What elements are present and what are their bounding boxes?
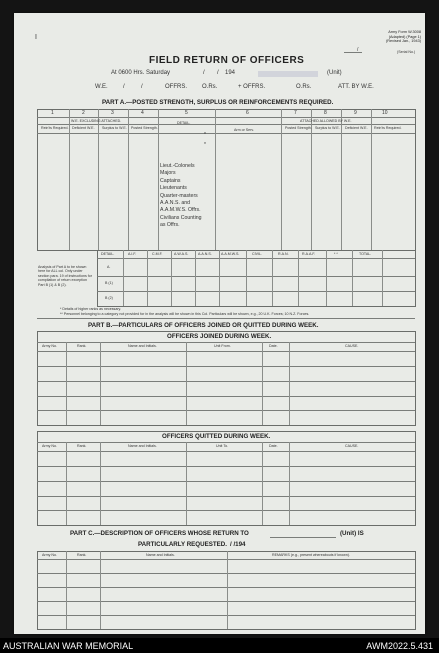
time-day-label: At 0600 Hrs. Saturday [111,70,171,76]
part-c-col-header: Name and Initials. [146,553,175,557]
col-header: Rein'ts Required. [41,126,69,130]
detail-header: DETAIL. [177,121,191,125]
analysis-row-label: B (2) [105,296,113,300]
stamp-smudge [258,71,318,77]
col-number: 3 [111,110,114,116]
form-title: FIELD RETURN OF OFFICERS [149,55,305,66]
analysis-col-header: C.M.F. [152,252,163,256]
joined-col-header: Army No. [42,344,57,348]
asterisk-mark: * [204,132,206,138]
part-c-title: PART C.—DESCRIPTION OF OFFICERS WHOSE RETURN TO [70,530,249,537]
col-number: 7 [294,110,297,116]
quitted-col-header: CAUSE. [345,444,359,448]
slash: / [141,84,143,90]
att-label: ATT. BY W.E. [338,84,374,90]
form-page [14,13,425,634]
rank-item: Majors [160,170,176,177]
serial-label: (Serial No.) [397,50,416,54]
joined-col-header: Date. [269,344,278,348]
plus-offrs-label: + OFFRS. [238,84,266,90]
analysis-col-header: A.W.A.S. [174,252,189,256]
col-number: 2 [82,110,85,116]
analysis-col-header: TOTAL. [359,252,372,256]
rank-item: A.A.M.W.S. Offrs. [160,207,201,214]
col-number: 8 [324,110,327,116]
joined-col-header: Unit From. [214,344,231,348]
col-header: Surplus to W.E. [102,126,127,130]
rank-item: Lieut.-Colonels [160,163,195,169]
col-header: Posted Strength. [131,126,158,130]
part-c-col-header: REMARKS (e.g., present whereabouts if known). [272,553,350,557]
quitted-title: OFFICERS QUITTED DURING WEEK. [162,433,271,440]
part-a-table [37,109,416,251]
col-number: 4 [141,110,144,116]
form-reference [385,30,421,44]
analysis-note: Analysis of Part A to be shown here for ALL col. Only under section para. 19 of instructions for compilation of return exception Part B (1) & B (2). [38,265,92,287]
col-header: Deficient W.E. [72,126,95,130]
part-c-col-header: Rank. [77,553,87,557]
joined-col-header: Rank. [77,344,87,348]
we-group-header: W.E. EXCLUDING ATTACHED. [71,119,122,123]
quitted-col-header: Name and Initials. [128,444,157,448]
slash: / [203,70,205,76]
col-header: Deficient W.E. [345,126,368,130]
form-ref-line: Army Form W.3008 [388,30,421,34]
analysis-row-label: B (1) [105,281,113,285]
joined-col-header: Name and Initials. [128,344,157,348]
part-c-col-header: Army No. [42,553,57,557]
analysis-col-header: DETAIL. [101,252,115,256]
margin-mark: I [35,34,37,41]
rank-item: Lieutenants [160,185,187,192]
footnote: * Details of higher ranks as necessary. [60,307,122,311]
analysis-col-header: A.I.F. [128,252,137,256]
slash: / [123,84,125,90]
form-ref-line: (Adapted) (Page 1) [388,34,421,39]
quitted-col-header: Army No. [42,444,57,448]
part-c-unit: (Unit) IS [340,530,364,537]
quitted-col-header: Unit To. [216,444,229,448]
analysis-col-header: CIVIL. [252,252,262,256]
rank-item: as Offrs. [160,222,180,229]
analysis-col-header: R.A.N. [278,252,289,256]
footnote: ** Personnel belonging to a category not provided for in the analysis will be shown in this Col. Particulars will be shown, e.g., 20 U.K. Forces; 10 N.Z. Forces. [60,312,310,316]
offrs-label: OFFRS. [165,84,187,90]
footer-institution: AUSTRALIAN WAR MEMORIAL [3,641,134,651]
part-a-title: PART A.—POSTED STRENGTH, SURPLUS OR REINFORCEMENTS REQUIRED. [102,99,334,106]
col-number: 5 [185,110,188,116]
analysis-col-header: * * [334,252,338,256]
footer-accession-number: AWM2022.5.431 [366,641,433,651]
analysis-col-header: R.A.A.F. [302,252,316,256]
quitted-col-header: Rank. [77,444,87,448]
col-number: 6 [246,110,249,116]
analysis-col-header: A.A.M.W.S. [221,252,240,256]
analysis-col-header: A.A.N.S. [198,252,212,256]
ranks-list [160,163,202,230]
rank-item: Quarter-masters [160,192,198,199]
col-number: 9 [354,110,357,116]
joined-title: OFFICERS JOINED DURING WEEK. [167,333,272,340]
col-header: Arm or Serv. [234,128,254,132]
part-c-subtitle: PARTICULARLY REQUESTED. [138,541,227,548]
analysis-row-label: A. [107,265,111,269]
unit-label: (Unit) [327,70,342,76]
form-ref-line: (Revised Jan., 1943) [385,39,421,44]
col-number: 10 [382,110,388,116]
year-label: 194 [225,70,236,76]
quitted-col-header: Date. [269,444,278,448]
date-slash: / [357,47,359,53]
attached-group-header: ATTACHED ALLOWED BY W.E. [300,119,352,123]
joined-col-header: CAUSE. [345,344,359,348]
rank-item: Captains [160,177,181,184]
col-number: 1 [51,110,54,116]
we-label: W.E. [95,84,108,90]
rank-item: A.A.N.S. and [160,200,190,207]
col-header: Rein'ts Required. [374,126,402,130]
col-header: Posted Strength. [285,126,312,130]
archive-footer [0,638,439,653]
ors-label: O.Rs. [296,84,312,90]
part-c-date: / /194 [230,541,246,548]
ors-label: O.Rs. [202,84,218,90]
asterisk-mark: * [204,142,206,148]
rank-item: Civilians Counting [160,214,202,221]
col-header: Surplus to W.E. [315,126,340,130]
part-b-title: PART B.—PARTICULARS OF OFFICERS JOINED OR QUITTED DURING WEEK. [88,322,319,329]
slash: / [217,70,219,76]
